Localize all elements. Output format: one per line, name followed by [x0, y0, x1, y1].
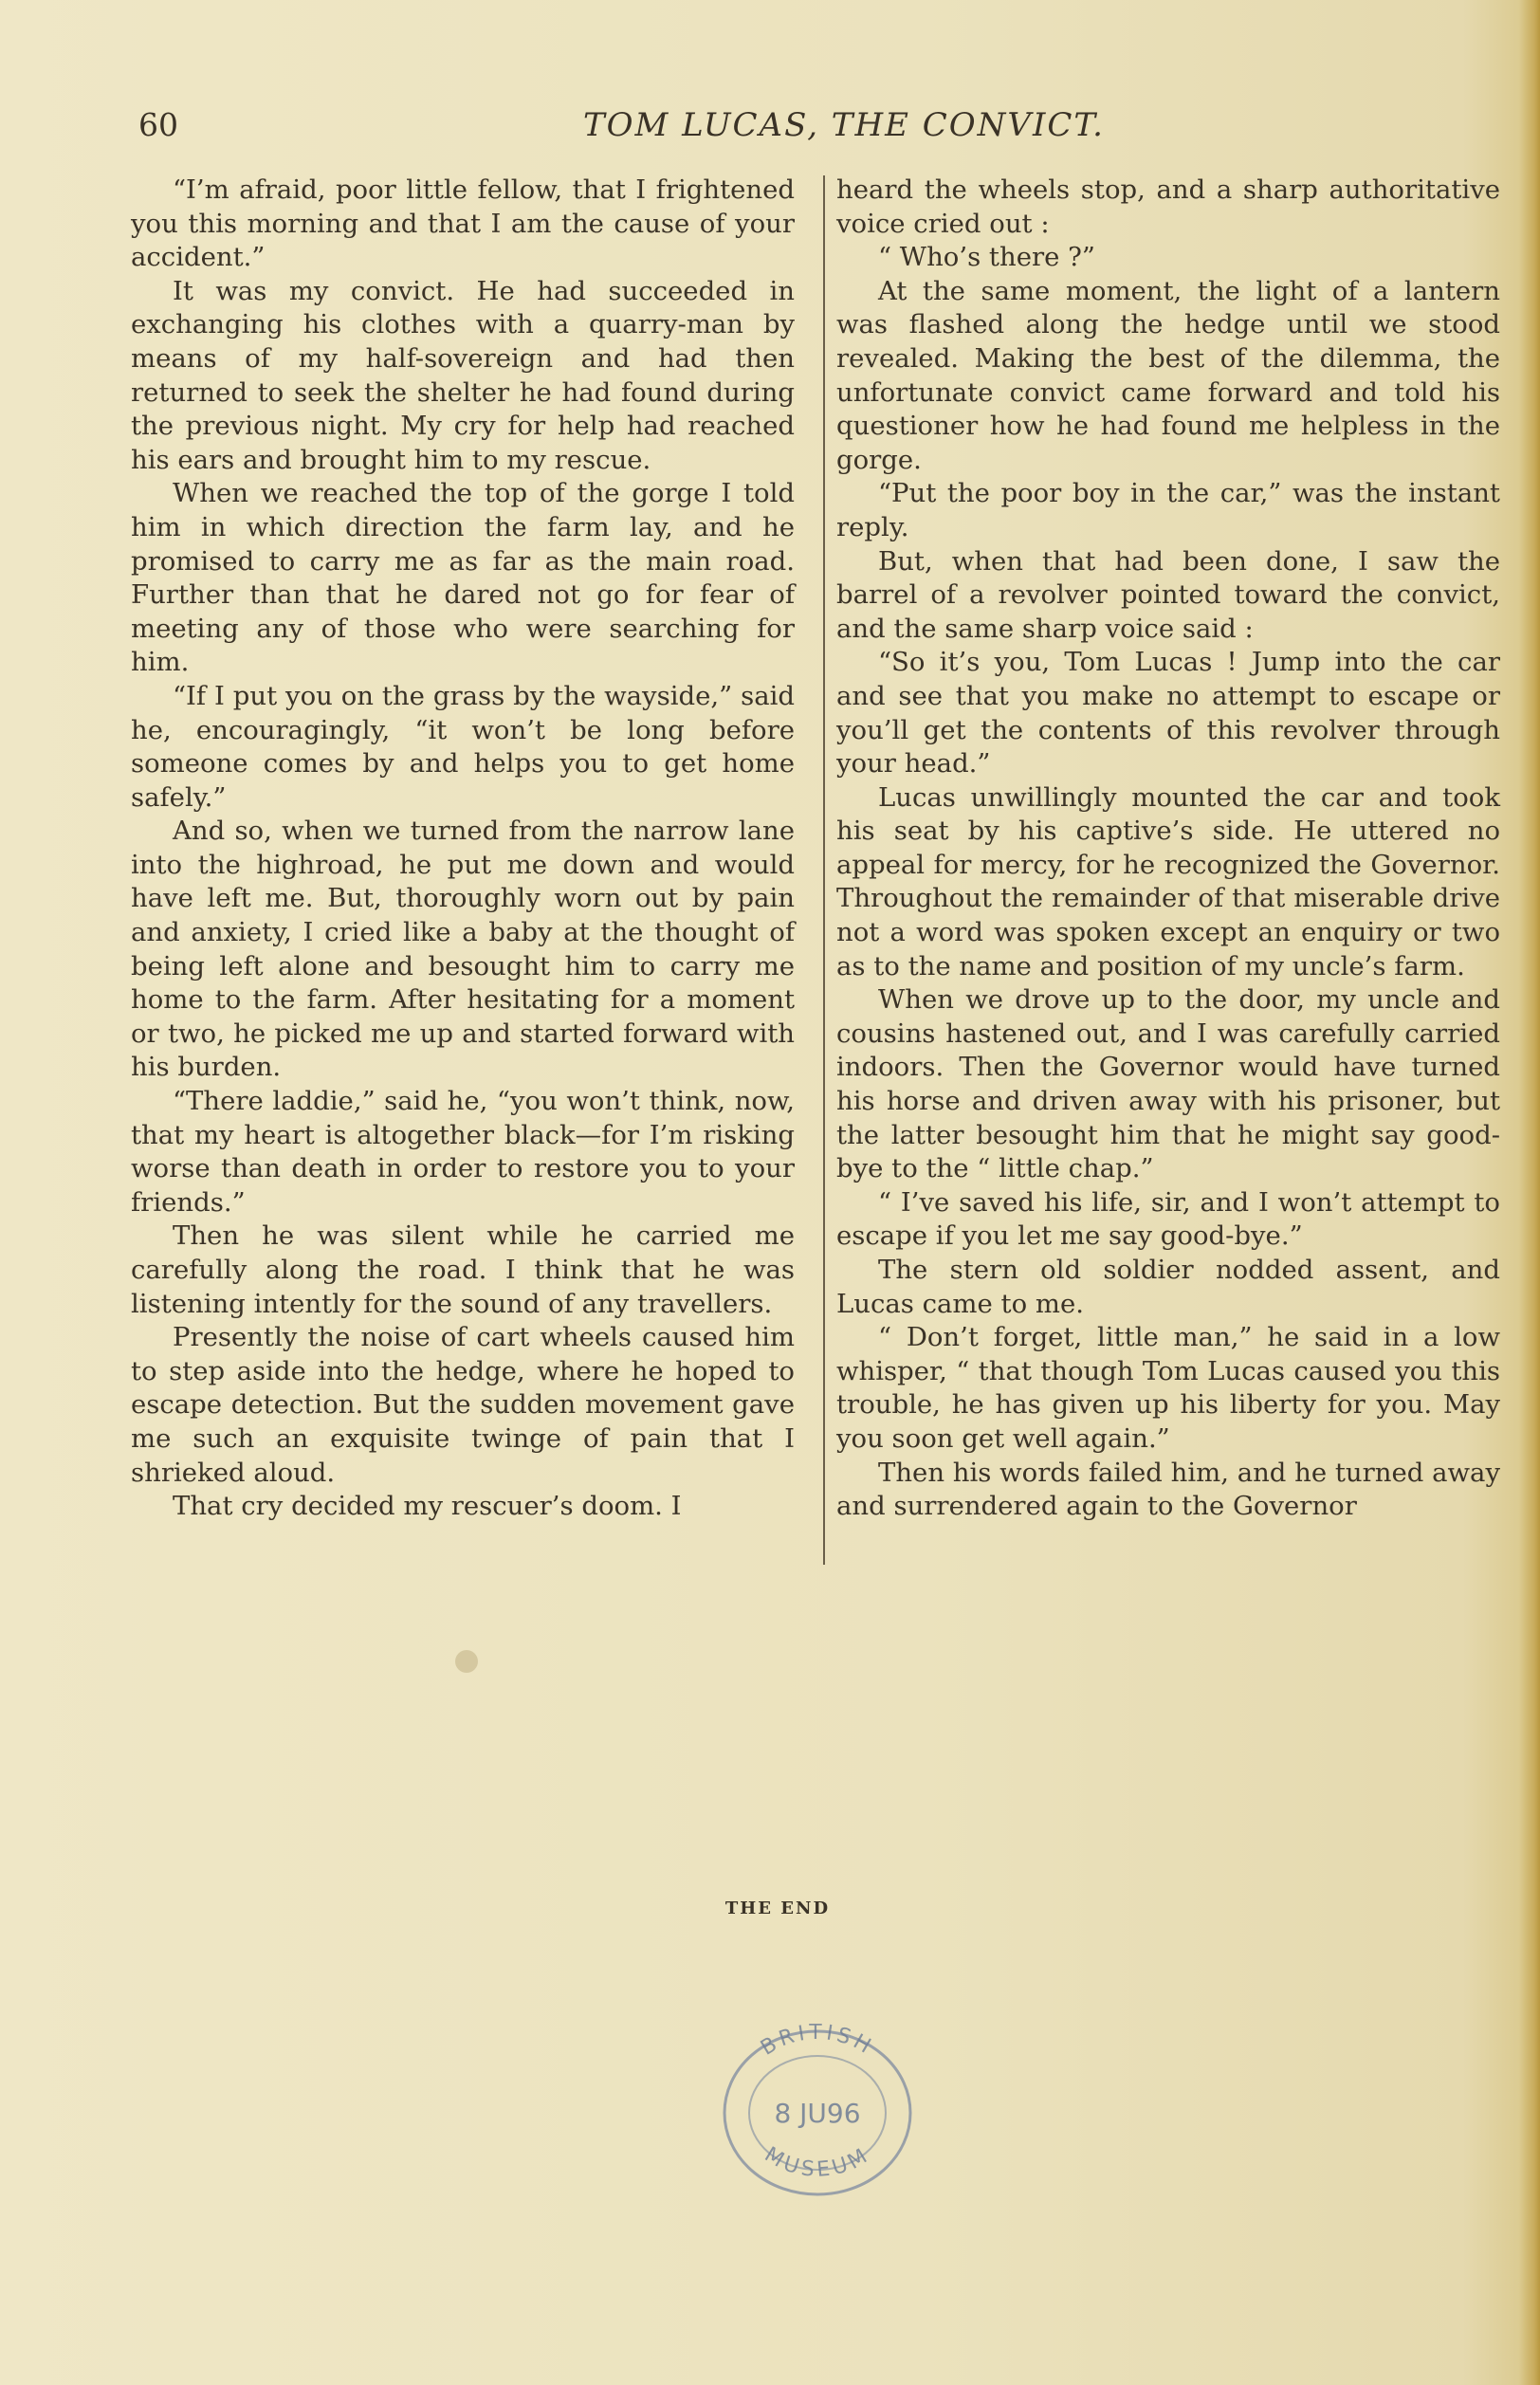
paragraph: “ Don’t forget, little man,” he said in a low whisper, “ that though Tom Lucas caused you this trouble, he has given up his liberty for you. May you soon get well again.” [836, 1322, 1500, 1454]
paragraph: “ I’ve saved his life, sir, and I won’t attempt to escape if you let me say good-bye.” [836, 1186, 1500, 1252]
left-column [131, 174, 795, 1524]
paragraph: “So it’s you, Tom Lucas ! Jump into the car and see that you make no attempt to escape or you’ll get the contents of this revolver through your head.” [836, 647, 1500, 780]
paragraph: “I’m afraid, poor little fellow, that I frightened you this morning and that I am the cause of your accident.” [131, 174, 795, 273]
paragraph: Presently the noise of cart wheels caused him to step aside into the hedge, where he hoped to escape detection. But the sudden movement gave me such an exquisite twinge of pain that I shrieked aloud. [131, 1322, 795, 1488]
paragraph: “Put the poor boy in the car,” was the instant reply. [836, 478, 1500, 542]
paragraph: When we reached the top of the gorge I told him in which direction the farm lay, and he promised to carry me as far as the main road. Further than that he dared not go for fear of meeting any of those who were searching for him. [131, 478, 795, 678]
paragraph: Lucas unwillingly mounted the car and took his seat by his captive’s side. He uttered no appeal for mercy, for he recognized the Governor. Throughout the remainder of that miserable drive not a word was spoken except an enquiry or two as to the name and position of my uncle’s farm. [836, 781, 1500, 982]
stamp-top-text: BRITISH [757, 2020, 878, 2061]
paragraph: When we drove up to the door, my uncle and cousins hastened out, and I was carefully carried indoors. Then the Governor would have turned his horse and driven away with his prisoner, but the latter besought him that he might say good-bye to the “ little chap.” [836, 984, 1500, 1184]
paragraph: “ Who’s there ?” [878, 242, 1095, 273]
page-number: 60 [138, 106, 178, 143]
paragraph: heard the wheels stop, and a sharp authoritative voice cried out : [836, 174, 1500, 239]
running-title: TOM LUCAS, THE CONVICT. [583, 106, 1105, 144]
library-stamp [704, 2020, 931, 2200]
the-end-label: THE END [724, 1899, 831, 1918]
running-header [133, 106, 1517, 144]
paragraph: It was my convict. He had succeeded in exchanging his clothes with a quarry-man by means of my half-sovereign and had then returned to seek the shelter he had found during the previous night. My cry for help had reached his ears and brought him to my rescue. [131, 275, 795, 475]
paragraph: “If I put you on the grass by the wayside,” said he, encouragingly, “it won’t be long before someone comes by and helps you to get home safely.” [131, 680, 795, 813]
paragraph: “There laddie,” said he, “you won’t think, now, that my heart is altogether black—for I’m risking worse than death in order to restore you to your friends.” [131, 1086, 795, 1218]
paragraph: And so, when we turned from the narrow lane into the highroad, he put me down and would have left me. But, thoroughly worn out by pain and anxiety, I cried like a baby at the thought of being left alone and besought him to carry me home to the farm. After hesitating for a moment or two, he picked me up and started forward with his burden. [131, 816, 795, 1083]
paragraph: That cry decided my rescuer’s doom. I [173, 1491, 682, 1522]
paragraph: Then he was silent while he carried me carefully along the road. I think that he was listening intently for the sound of any travellers. [131, 1220, 795, 1319]
paragraph: The stern old soldier nodded assent, and Lucas came to me. [836, 1255, 1500, 1319]
ink-smudge [455, 1650, 478, 1673]
stamp-date: 8 JU96 [774, 2098, 861, 2129]
paragraph: But, when that had been done, I saw the barrel of a revolver pointed toward the convict, and the same sharp voice said : [836, 545, 1500, 644]
stamp-bottom-text: MUSEUM [760, 2142, 875, 2183]
page-edge-tint [1519, 0, 1540, 2385]
paragraph: At the same moment, the light of a lantern was flashed along the hedge until we stood revealed. Making the best of the dilemma, the unfortunate convict came forward and told his questioner how he had found me helpless in the gorge. [836, 275, 1500, 475]
column-divider [823, 175, 825, 1565]
right-column [836, 174, 1500, 1524]
paragraph: Then his words failed him, and he turned away and surrendered again to the Governor [836, 1457, 1500, 1522]
